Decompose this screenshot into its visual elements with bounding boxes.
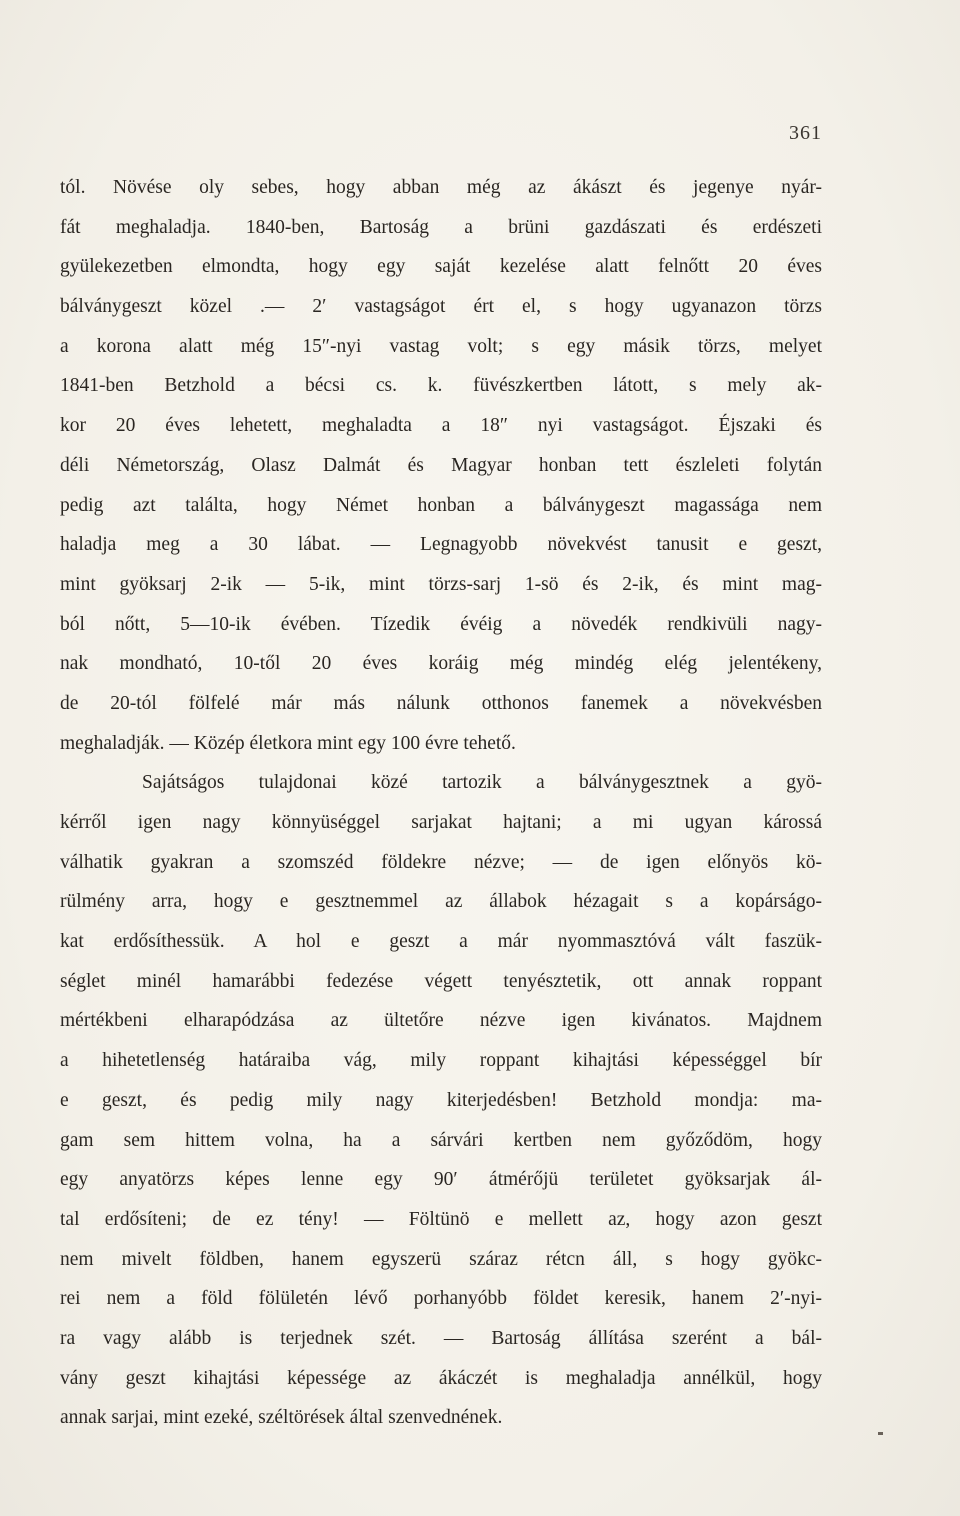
text-line: tal erdősíteni; de ez tény! — Föltünö e mellett az, hogy azon geszt [60, 1208, 822, 1230]
text-line: rülmény arra, hogy e gesztnemmel az állabok hézagait s a kopárságo- [60, 891, 822, 913]
page-number: 361 [789, 122, 822, 144]
text-line: gam sem hittem volna, ha a sárvári kertben nem győződöm, hogy [60, 1129, 822, 1151]
text-line: e geszt, és pedig mily nagy kiterjedésben! Betzhold mondja: ma- [60, 1089, 822, 1111]
text-line: gyülekezetben elmondta, hogy egy saját kezelése alatt felnőtt 20 éves [60, 256, 822, 278]
text-line: kérről igen nagy könnyüséggel sarjakat hajtani; a mi ugyan károssá [60, 812, 822, 833]
text-line: a hihetetlenség határaiba vág, mily roppant kihajtási képességgel bír [60, 1050, 822, 1072]
text-line: bálványgeszt közel .— 2′ vastagságot ért el, s hogy ugyanazon törzs [60, 296, 822, 318]
text-line: mértékbeni elharapódzása az ültetőre nézve igen kivánatos. Majdnem [60, 1010, 822, 1032]
text-line: meghaladják. — Közép életkora mint egy 100 évre tehető. [60, 732, 516, 754]
text-line: tól. Növése oly sebes, hogy abban még az ákászt és jegenye nyár- [60, 177, 822, 198]
text-line: ra vagy alább is terjednek szét. — Bartoság állítása szerént a bál- [60, 1327, 822, 1349]
text-line: 1841-ben Betzhold a bécsi cs. k. füvészkertben látott, s mely ak- [60, 375, 822, 397]
text-line: Sajátságos tulajdonai közé tartozik a bálványgesztnek a gyö- [142, 772, 822, 794]
text-line: de 20-tól fölfelé már más nálunk otthonos fanemek a növekvésben [60, 692, 822, 714]
text-line: séglet minél hamarábbi fedezése végett tenyésztetik, ott annak roppant [60, 970, 822, 992]
text-line: haladja meg a 30 lábat. — Legnagyobb növekvést tanusit e geszt, [60, 534, 822, 556]
text-line: annak sarjai, mint ezeké, széltörések által szenvednének. [60, 1407, 503, 1429]
text-line: pedig azt találta, hogy Német honban a bálványgeszt magassága nem [60, 494, 822, 516]
text-line: válhatik gyakran a szomszéd földekre nézve; — de igen előnyös kö- [60, 851, 822, 873]
text-line: fát meghaladja. 1840-ben, Bartoság a brüni gazdászati és erdészeti [60, 216, 822, 238]
ink-speck [878, 1432, 883, 1435]
text-line: rei nem a föld fölületén lévő porhanyóbb földet keresik, hanem 2′-nyi- [60, 1288, 822, 1310]
text-line: vány geszt kihajtási képessége az ákáczét is meghaladja annélkül, hogy [60, 1367, 822, 1389]
body-text [60, 168, 822, 1438]
text-line: ból nőtt, 5—10-ik évében. Tízedik évéig a növedék rendkivüli nagy- [60, 613, 822, 635]
text-line: kor 20 éves lehetett, meghaladta a 18″ nyi vastagságot. Éjszaki és [60, 415, 822, 437]
text-line: a korona alatt még 15″-nyi vastag volt; s egy másik törzs, melyet [60, 335, 822, 357]
text-line: déli Németország, Olasz Dalmát és Magyar honban tett észleleti folytán [60, 454, 822, 476]
text-line: nem mivelt földben, hanem egyszerü száraz rétcn áll, s hogy gyökc- [60, 1248, 822, 1270]
text-line: egy anyatörzs képes lenne egy 90′ átmérőjü területet gyöksarjak ál- [60, 1169, 822, 1191]
text-line: mint gyöksarj 2-ik — 5-ik, mint törzs-sarj 1-sö és 2-ik, és mint mag- [60, 573, 822, 595]
text-line: nak mondható, 10-től 20 éves koráig még mindég elég jelentékeny, [60, 653, 822, 675]
text-line: kat erdősíthessük. A hol e geszt a már nyommasztóvá vált faszük- [60, 931, 822, 953]
